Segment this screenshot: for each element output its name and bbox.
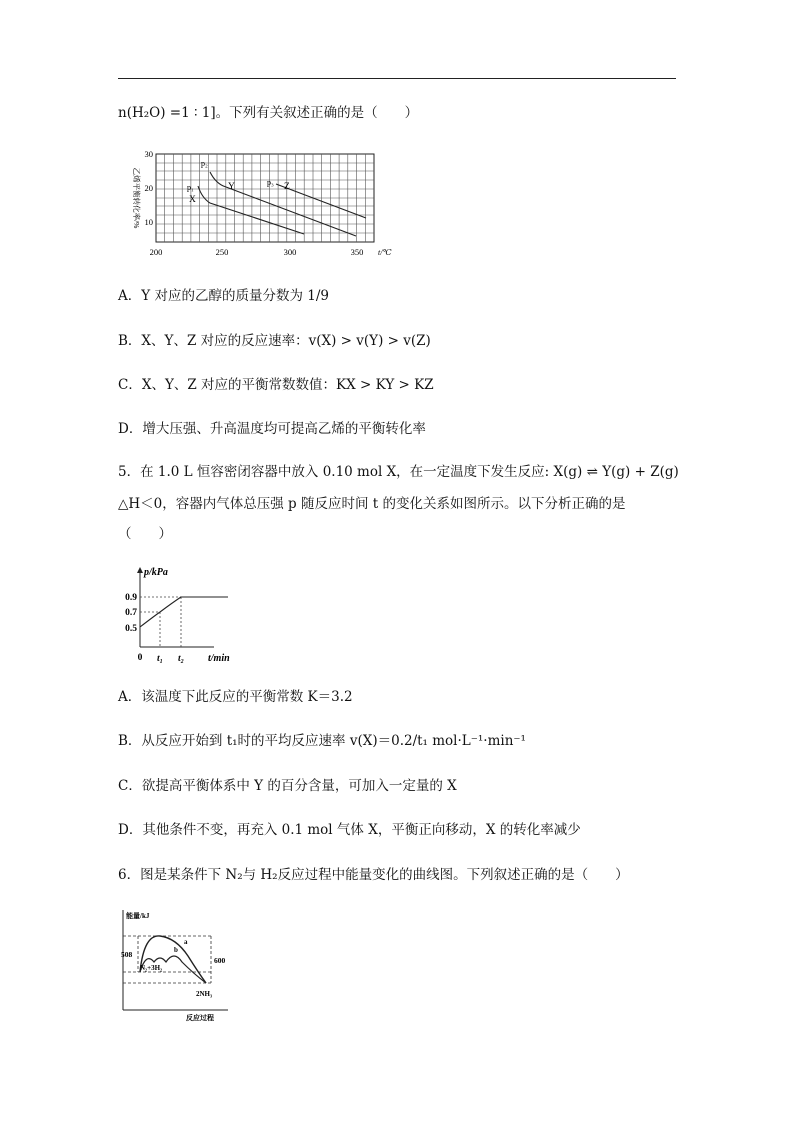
q5-stem-line-2: △H＜0，容器内气体总压强 p 随反应时间 t 的变化关系如图所示。以下分析正确的是: [118, 496, 626, 512]
q5-pressure-chart: [118, 563, 248, 667]
q4-x-axis-label: t/℃: [378, 248, 392, 257]
header-rule: [118, 78, 676, 79]
q5-option-b: B．从反应开始到 t₁时的平均反应速率 v(X)＝0.2/t₁ mol·L⁻¹·min⁻¹: [118, 733, 526, 749]
q6-x-axis-label: 反应过程: [186, 1014, 214, 1022]
q6-reactants-label: N₂+3H₂: [140, 964, 163, 972]
q6-curve-a-label: a: [184, 938, 188, 946]
q4-y-tick: 10: [144, 217, 153, 227]
q4-stem-tail: n(H₂O) =1 ∶ 1]。下列有关叙述正确的是（ ）: [118, 105, 419, 121]
q5-x-axis-label: t/min: [208, 653, 230, 664]
q5-y-tick: 0.5: [125, 624, 137, 634]
q4-x-tick: 350: [350, 247, 364, 257]
q5-y-axis-label: p/kPa: [144, 567, 168, 578]
q6-energy-diagram: [118, 906, 240, 1022]
q5-y-tick: 0.7: [125, 608, 137, 618]
q6-y-axis-label: 能量/kJ: [126, 912, 150, 920]
q5-option-a: A．该温度下此反应的平衡常数 K＝3.2: [118, 689, 353, 705]
q4-x-tick: 250: [215, 247, 229, 257]
q4-y-tick: 20: [144, 183, 153, 193]
q5-x-tick: t₁: [157, 654, 163, 664]
q6-left-value: 508: [121, 950, 133, 959]
q5-option-c: C．欲提高平衡体系中 Y 的百分含量，可加入一定量的 X: [118, 778, 457, 794]
q4-y-tick: 30: [144, 149, 153, 159]
q4-option-c: C．X、Y、Z 对应的平衡常数数值：KX > KY > KZ: [118, 377, 434, 393]
q4-y-axis-label: 乙烯平衡转化率/%: [132, 167, 141, 229]
q6-products-label: 2NH₃: [196, 990, 213, 998]
q4-option-d: D．增大压强、升高温度均可提高乙烯的平衡转化率: [118, 421, 426, 437]
q5-stem-line-3: （ ）: [118, 526, 172, 542]
q4-point-label-x: X: [189, 195, 196, 205]
q4-conversion-chart: [126, 146, 392, 262]
q4-option-a: A．Y 对应的乙醇的质量分数为 1/9: [118, 288, 329, 304]
q5-y-tick: 0.9: [125, 593, 137, 603]
q4-x-tick: 200: [149, 247, 163, 257]
q4-curve-label-p1: p₁: [187, 183, 194, 192]
q5-x-tick: t₂: [178, 654, 184, 664]
q4-point-label-y: Y: [228, 182, 235, 192]
q4-option-b: B．X、Y、Z 对应的反应速率：v(X) > v(Y) > v(Z): [118, 333, 431, 349]
q4-curve-label-p3: p₃: [267, 178, 274, 187]
q6-right-value: 600: [214, 956, 226, 965]
q5-stem-line-1: 5．在 1.0 L 恒容密闭容器中放入 0.10 mol X，在一定温度下发生反应: X(g) ⇌ Y(g) + Z(g): [118, 464, 679, 480]
q6-stem: 6．图是某条件下 N₂与 H₂反应过程中能量变化的曲线图。下列叙述正确的是（ ）: [118, 867, 629, 883]
q4-curve-label-p2: p₂: [201, 159, 208, 168]
q6-curve-b-label: b: [174, 946, 178, 954]
q5-x-tick: 0: [137, 653, 143, 663]
q5-option-d: D．其他条件不变，再充入 0.1 mol 气体 X，平衡正向移动，X 的转化率减少: [118, 822, 581, 838]
q4-point-label-z: Z: [284, 182, 290, 192]
q4-x-tick: 300: [283, 247, 297, 257]
